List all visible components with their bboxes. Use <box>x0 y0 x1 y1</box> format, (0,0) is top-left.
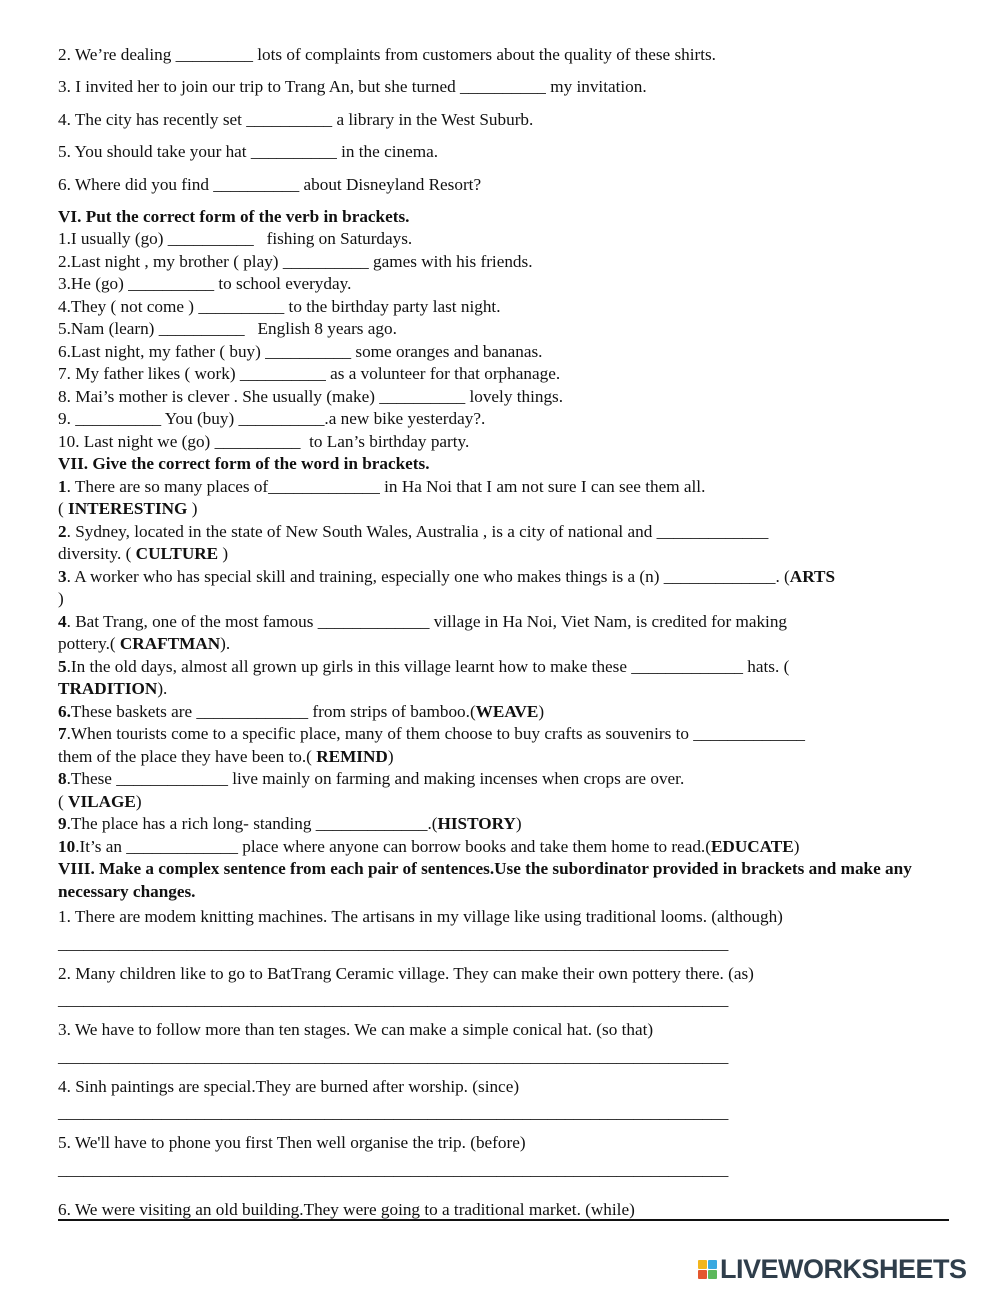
item-text-end: ) <box>387 746 394 766</box>
keyword: ARTS <box>789 566 836 586</box>
section-v-list <box>58 44 948 196</box>
logo-square-2 <box>708 1260 717 1269</box>
word-form-item-1 <box>58 476 948 521</box>
verb-item-5: 5.Nam (learn) __________ English 8 years ago. <box>58 319 397 339</box>
item-number: 7 <box>58 724 67 744</box>
item-number: 4 <box>58 611 67 631</box>
word-form-item-8 <box>58 768 948 813</box>
item-text: .In the old days, almost all grown up girls in this village learnt how to make these _____________ hats. ( <box>66 656 790 676</box>
item-text: .The place has a rich long- standing _____________.( <box>66 814 438 834</box>
verb-item-4: 4.They ( not come ) __________ to the birthday party last night. <box>58 296 501 316</box>
sentence-pair-5: 5. We'll have to phone you first Then well organise the trip. (before) <box>58 1133 526 1153</box>
word-form-item-10 <box>58 836 948 859</box>
section-v-item-6: 6. Where did you find __________ about Disneyland Resort? <box>58 174 482 194</box>
sentence-pair-3: 3. We have to follow more than ten stages. We can make a simple conical hat. (so that) <box>58 1020 654 1040</box>
item-number: 2 <box>58 521 67 541</box>
section-vi <box>58 206 948 454</box>
sentence-pair-6: 6. We were visiting an old building.They were going to a traditional market. (while) <box>58 1200 635 1220</box>
keyword: REMIND <box>316 746 388 766</box>
verb-item-1: 1.I usually (go) __________ fishing on Saturdays. <box>58 229 413 249</box>
keyword: EDUCATE <box>710 836 794 856</box>
verb-item-7: 7. My father likes ( work) __________ as a volunteer for that orphanage. <box>58 364 561 384</box>
item-text-end: ) <box>135 791 142 811</box>
item-text-end: ). <box>157 679 168 699</box>
answer-line-5[interactable]: ______________________________________________________________________________ <box>58 1159 729 1179</box>
verb-item-6: 6.Last night, my father ( buy) __________ some oranges and bananas. <box>58 341 543 361</box>
item-number: 3 <box>58 566 67 586</box>
logo-square-1 <box>698 1260 707 1269</box>
item-text: .It’s an _____________ place where anyone can borrow books and take them home to read.( <box>75 836 711 856</box>
item-text: . Bat Trang, one of the most famous _____________ village in Ha Noi, Viet Nam, is credited for making pottery.( <box>58 611 788 654</box>
item-text-end: ) <box>218 544 229 564</box>
verb-item-2: 2.Last night , my brother ( play) __________ games with his friends. <box>58 251 533 271</box>
item-text-end: ) <box>58 589 64 609</box>
word-form-item-9 <box>58 813 948 836</box>
keyword: CULTURE <box>135 544 219 564</box>
logo-square-3 <box>698 1270 707 1279</box>
item-number: 1 <box>58 476 67 496</box>
section-vii <box>58 453 948 858</box>
verb-item-10: 10. Last night we (go) __________ to Lan’s birthday party. <box>58 431 470 451</box>
word-form-item-7 <box>58 723 948 768</box>
section-viii <box>58 858 948 1222</box>
verb-item-3: 3.He (go) __________ to school everyday. <box>58 274 352 294</box>
word-form-item-2 <box>58 521 948 566</box>
answer-line-4[interactable]: ______________________________________________________________________________ <box>58 1103 729 1123</box>
logo-square-4 <box>708 1270 717 1279</box>
word-form-item-3 <box>58 566 948 611</box>
item-number: 6. <box>58 701 71 721</box>
answer-line-1[interactable]: ______________________________________________________________________________ <box>58 933 729 953</box>
section-vii-heading: VII. Give the correct form of the word in brackets. <box>58 454 430 474</box>
keyword: HISTORY <box>437 814 516 834</box>
item-text: These baskets are _____________ from strips of bamboo.( <box>70 701 476 721</box>
logo-grid-icon <box>698 1260 717 1279</box>
item-number: 5 <box>58 656 67 676</box>
section-v-item-4: 4. The city has recently set __________ a library in the West Suburb. <box>58 109 534 129</box>
item-text-end: ) <box>538 701 545 721</box>
logo-text: LIVEWORKSHEETS <box>720 1253 967 1284</box>
item-text-end: ) <box>187 499 198 519</box>
section-v-item-2: 2. We’re dealing _________ lots of complaints from customers about the quality of these shirts. <box>58 45 716 64</box>
verb-item-9: 9. __________ You (buy) __________.a new bike yesterday?. <box>58 409 486 429</box>
bottom-rule <box>58 1219 949 1221</box>
item-text: . A worker who has special skill and training, especially one who makes things is a (n) _____________. ( <box>66 566 790 586</box>
item-number: 8 <box>58 769 67 789</box>
item-text-end: ). <box>220 634 231 654</box>
keyword: WEAVE <box>475 701 539 721</box>
sentence-pair-4: 4. Sinh paintings are special.They are burned after worship. (since) <box>58 1076 520 1096</box>
worksheet <box>58 44 948 1222</box>
keyword: INTERESTING <box>68 499 188 519</box>
word-form-item-6 <box>58 701 948 724</box>
section-v-item-3: 3. I invited her to join our trip to Trang An, but she turned __________ my invitation. <box>58 77 647 97</box>
item-text-end: ) <box>793 836 800 856</box>
sentence-pair-2: 2. Many children like to go to BatTrang Ceramic village. They can make their own pottery there. (as) <box>58 963 754 983</box>
item-text: . There are so many places of_____________ in Ha Noi that I am not sure I can see them all. ( <box>58 476 706 519</box>
answer-line-3[interactable]: ______________________________________________________________________________ <box>58 1046 729 1066</box>
item-text-end: ) <box>515 814 522 834</box>
answer-line-2[interactable]: ______________________________________________________________________________ <box>58 990 729 1010</box>
item-text: . Sydney, located in the state of New South Wales, Australia , is a city of national and _____________ diversity. ( <box>58 521 769 564</box>
word-form-item-5 <box>58 656 948 701</box>
item-number: 10 <box>58 836 76 856</box>
section-v-item-5: 5. You should take your hat __________ in the cinema. <box>58 142 438 162</box>
item-text: .These _____________ live mainly on farming and making incenses when crops are over. ( <box>58 769 685 811</box>
sentence-pair-1: 1. There are modem knitting machines. The artisans in my village like using traditional looms. (although) <box>58 907 783 927</box>
section-viii-heading: VIII. Make a complex sentence from each pair of sentences.Use the subordinator provided in brackets and make any necessary changes. <box>58 859 917 901</box>
word-form-item-4 <box>58 611 948 656</box>
item-number: 9 <box>58 814 67 834</box>
section-vi-heading: VI. Put the correct form of the verb in brackets. <box>58 206 410 226</box>
keyword: VILAGE <box>68 791 136 811</box>
item-text: .When tourists come to a specific place, many of them choose to buy crafts as souvenirs to _____________ them of the place they have been to.( <box>58 724 806 766</box>
keyword: TRADITION <box>58 679 158 699</box>
verb-item-8: 8. Mai’s mother is clever . She usually (make) __________ lovely things. <box>58 386 564 406</box>
keyword: CRAFTMAN <box>119 634 221 654</box>
liveworksheets-logo <box>698 1255 967 1283</box>
